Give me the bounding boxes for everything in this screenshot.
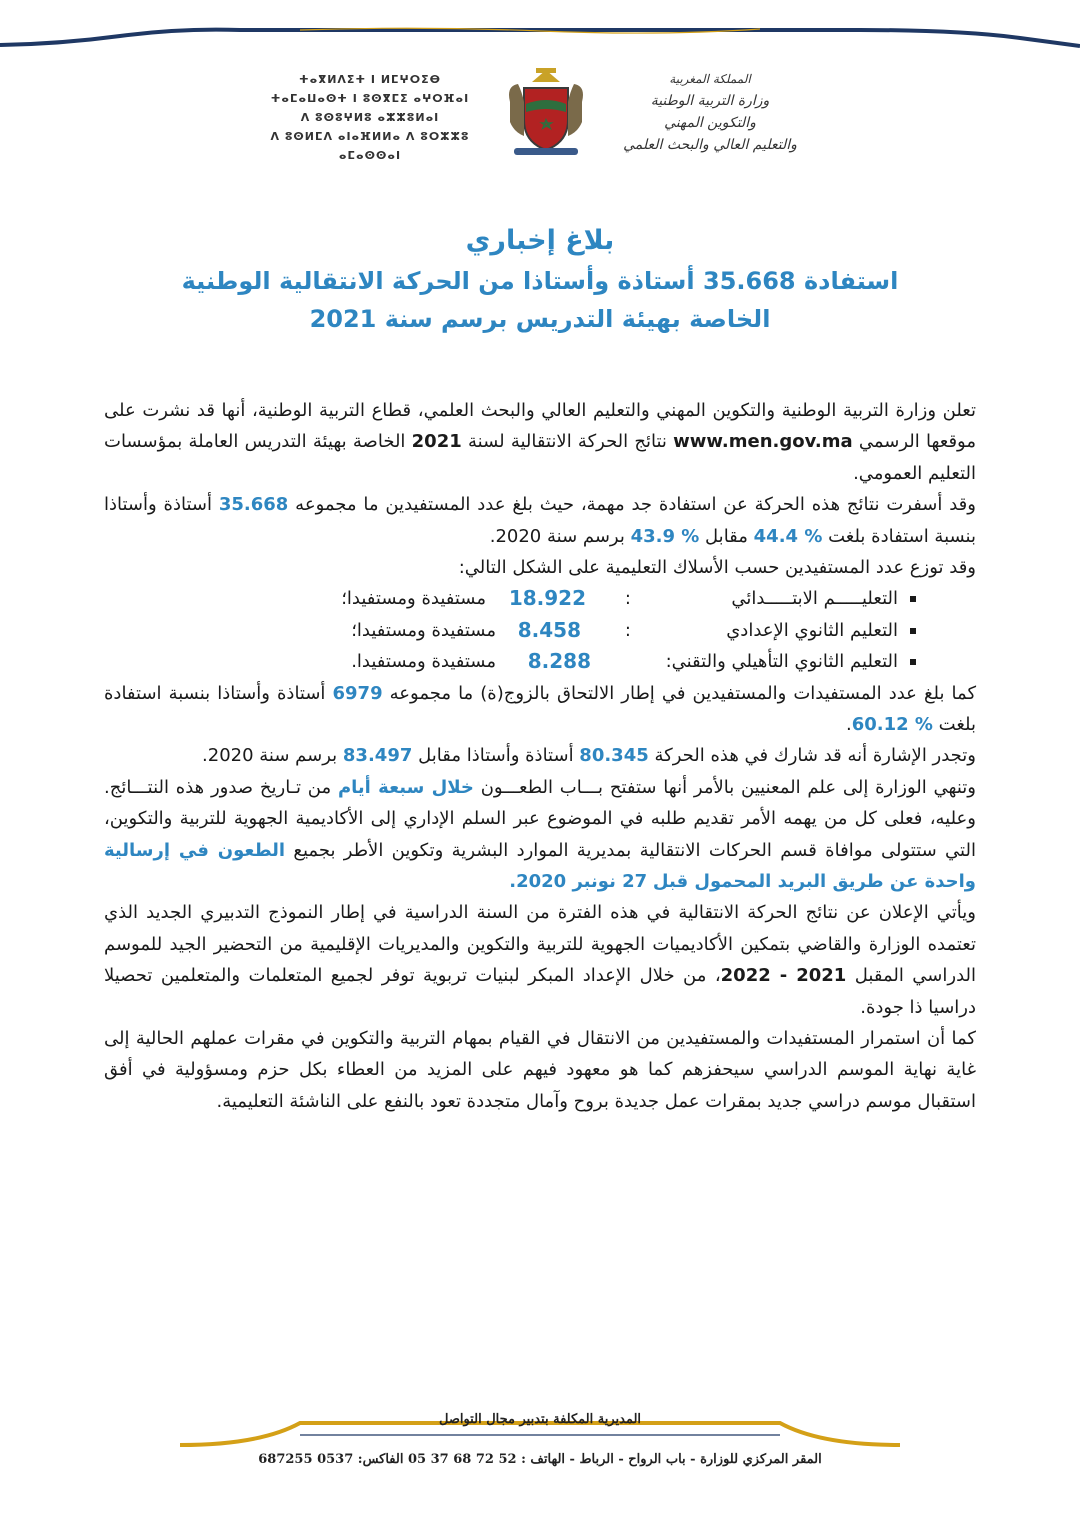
- text: مقابل: [699, 525, 754, 547]
- list-item: [104, 583, 976, 614]
- cycle-count: 8.288: [527, 649, 591, 674]
- ministry-line: والتعليم العالي والبحث العلمي: [623, 137, 797, 153]
- ministry-line: المملكة المغربية: [669, 72, 751, 86]
- bullet-icon: [910, 596, 916, 602]
- paragraph-appeals: [104, 772, 976, 898]
- text: وتجدر الإشارة أنه قد شارك في هذه الحركة: [648, 745, 976, 767]
- text: أستاذة وأستاذا مقابل: [412, 745, 580, 767]
- paragraph-announcement: [104, 395, 976, 489]
- cycle-label: التعليـــــم الابتـــــدائي: [731, 588, 898, 610]
- separator: :: [624, 619, 631, 641]
- heading: بلاغ إخباري: [465, 225, 615, 256]
- ministry-line: وزارة التربية الوطنية: [650, 93, 770, 109]
- spouse-rate: 60.12 %: [851, 714, 933, 736]
- cycle-suffix: مستفيدة ومستفيدا.: [351, 651, 496, 673]
- bullet-icon: [910, 628, 916, 634]
- bullet-icon: [910, 659, 916, 665]
- participants-2021: 80.345: [579, 745, 649, 767]
- text: برسم سنة 2020.: [489, 525, 631, 547]
- paragraph-spouse-joining: [104, 678, 976, 741]
- cycle-label: التعليم الثانوي التأهيلي والتقني:: [665, 651, 898, 673]
- distribution-list: [104, 583, 976, 677]
- press-release-body: [104, 395, 976, 1117]
- text: أستاذة وأستاذا بنسبة استفادة بلغت: [104, 682, 976, 736]
- beneficiaries-count: 35.668: [218, 494, 289, 516]
- cycle-suffix: مستفيدة ومستفيدا؛: [351, 619, 496, 641]
- tifinagh-line: ⴷ ⵓⵙⵓⵖⵍⵓ ⴰⵣⵣⵓⵍⴰⵏ: [300, 111, 440, 124]
- cycle-count: 18.922: [508, 586, 586, 611]
- cycle-label: التعليم الثانوي الإعدادي: [726, 619, 898, 641]
- text: برسم سنة 2020.: [202, 745, 343, 767]
- list-item: [104, 615, 976, 646]
- paragraph-context: [104, 897, 976, 1023]
- title-line-1: [120, 262, 960, 300]
- website-link[interactable]: www.men.gov.ma: [673, 431, 853, 453]
- ministry-name-tifinagh: [255, 70, 485, 165]
- paragraph-distribution-intro: وقد توزع عدد المستفيدين حسب الأسلاك التعليمية على الشكل التالي:: [458, 557, 976, 579]
- top-decorative-rule: [0, 0, 1080, 60]
- rate-2020: 43.9 %: [630, 525, 700, 547]
- text: من تـاريخ صدور هذه النتـــائج. وعليه، فعلى كل من يهمه الأمر تقديم طلبه في الموضوع عبر السلم الإداري إلى الأكاديمية الجهوية للتربية والتكوين، التي ستتولى موافاة قسم الحركات الانتقالية بمديرية الموارد البشرية وتكوين الأطر بجميع: [104, 776, 976, 861]
- footer-address: المقر المركزي للوزارة - باب الرواح - الرباط - الهاتف : 52 72 68 37 05 الفاكس: 0537 687255: [258, 1452, 822, 1467]
- title-number: 35.668: [703, 267, 796, 295]
- title-line-2: الخاصة بهيئة التدريس برسم سنة 2021: [309, 305, 771, 333]
- appeal-deadline: 27 نونبر 2020.: [509, 871, 648, 893]
- separator: :: [624, 588, 631, 610]
- ministry-line: والتكوين المهني: [664, 115, 756, 131]
- text: وتنهي الوزارة إلى علم المعنيين بالأمر أنها ستفتح بـــاب الطعـــون: [473, 776, 976, 798]
- paragraph-results: [104, 489, 976, 552]
- text: الخاصة بهيئة التدريس العاملة بمؤسسات التعليم العمومي.: [104, 431, 976, 484]
- paragraph-participants: [104, 740, 976, 771]
- rate-2021: 44.4 %: [753, 525, 823, 547]
- school-year: 2022 - 2021: [720, 965, 847, 987]
- footer-unit: المديرية المكلفة بتدبير مجال التواصل: [438, 1412, 642, 1427]
- title-text: استفادة: [795, 267, 899, 295]
- letterhead: [0, 62, 1080, 172]
- text: تعلن وزارة التربية الوطنية والتكوين المهني والتعليم العالي والبحث العلمي، قطاع التربية الوطنية، أنها قد نشرت على موقعها الرسمي: [104, 400, 976, 453]
- tifinagh-line: ⵜⴰⵎⴰⵡⴰⵙⵜ ⵏ ⵓⵙⴳⵎⵉ ⴰⵖⵔⴼⴰⵏ: [270, 92, 470, 105]
- text: كما بلغ عدد المستفيدات والمستفيدين في إطار الالتحاق بالزوج(ة) ما مجموعه: [382, 682, 977, 704]
- ministry-name-arabic: [595, 68, 825, 156]
- tifinagh-line: ⵜⴰⴳⵍⴷⵉⵜ ⵏ ⵍⵎⵖⵔⵉⴱ: [298, 73, 441, 86]
- paragraph-closing: كما أن استمرار المستفيدات والمستفيدين من الانتقال في القيام بمهام التربية والتكوين في مقرات عملهم الحالية إلى غاية نهاية الموسم الدراسي سيحفزهم كما هو معهود فيهم على المزيد من العطاء بكل حزم ومسؤولية في أفق استقبال موسم دراسي جديد بمقرات عمل جديدة بروح وآمال متجددة تعود بالنفع على الناشئة التعليمية.: [104, 1028, 976, 1112]
- appeal-instructions: الطعون في إرسالية واحدة عن طريق البريد المحمول قبل: [104, 839, 976, 893]
- text: .: [845, 714, 852, 736]
- coat-of-arms-icon: [496, 62, 596, 162]
- text: ، من خلال الإعداد المبكر لبنيات تربوية توفر لجميع المتعلمات والمتعلمين تحصيلا دراسيا ذا جودة.: [104, 965, 976, 1018]
- spouse-count: 6979: [332, 682, 383, 704]
- text: نتائج الحركة الانتقالية لسنة: [461, 431, 674, 453]
- appeal-period: خلال سبعة أيام: [337, 776, 474, 798]
- cycle-count: 8.458: [517, 617, 581, 642]
- year: 2021: [411, 431, 462, 453]
- press-release-title: [120, 225, 960, 338]
- title-text: أستاذة وأستاذا من الحركة الانتقالية الوطنية: [181, 267, 703, 295]
- participants-2020: 83.497: [342, 745, 413, 767]
- text: وقد أسفرت نتائج هذه الحركة عن استفادة جد مهمة، حيث بلغ عدد المستفيدين ما مجموعه: [288, 494, 976, 516]
- cycle-suffix: مستفيدة ومستفيدا؛: [341, 588, 486, 610]
- text: أستاذة وأستاذا بنسبة استفادة بلغت: [104, 494, 976, 547]
- tifinagh-line: ⴷ ⵓⵙⵍⵎⴷ ⴰⵏⴰⴼⵍⵍⴰ ⴷ ⵓⵔⵣⵣⵓ ⴰⵎⴰⵙⵙⴰⵏ: [270, 130, 470, 162]
- text: ويأتي الإعلان عن نتائج الحركة الانتقالية في هذه الفترة من السنة الدراسية في إطار النموذج التدبيري الجديد الذي تعتمده الوزارة والقاضي بتمكين الأكاديميات الجهوية للتربية والتكوين والمديريات الإقليمية من التحضير الجيد للموسم الدراسي المقبل: [104, 902, 977, 987]
- list-item: [104, 646, 976, 677]
